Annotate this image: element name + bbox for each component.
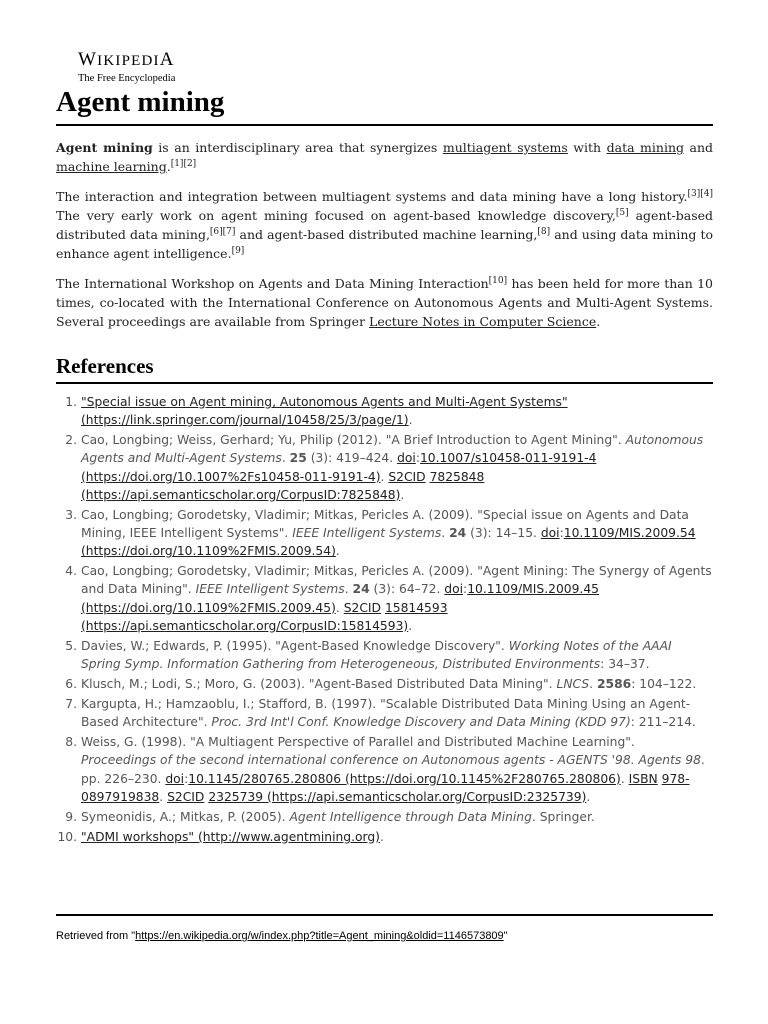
intro-paragraph [56,138,713,176]
link-multiagent-systems[interactable]: multiagent systems [442,140,568,155]
text: : 104–122. [631,677,697,692]
text: The interaction and integration between multiagent systems and data mining have a long history. [56,189,688,204]
text: has been held for more than 10 times, co-located with the International Conference on Autonomous Agents and Multi-Agent Systems. Several proceedings are available from Springer [56,276,714,329]
text: . [335,544,340,559]
volume: 24 [449,526,467,541]
citation-6[interactable]: [6] [209,226,223,237]
reference-item [65,675,713,693]
text: (3): 64–72. [369,582,445,597]
text: . [344,582,353,597]
wikipedia-logo[interactable] [78,50,175,85]
reference-item [65,695,713,731]
text: and using data mining to enhance agent intelligence. [56,227,714,261]
retrieved-from [56,930,508,942]
text: . [281,451,290,466]
volume: 24 [352,582,370,597]
text: Symeonidis, A.; Mitkas, P. (2005). [81,809,290,824]
doi-value-link[interactable]: 10.1007/s10458-011-9191-4 (https://doi.org/10.1007%2Fs10458-011-9191-4) [81,451,597,484]
text: . pp. 226–230. [81,753,705,786]
text: and [684,140,714,155]
text: " [503,930,508,942]
text: with [567,140,607,155]
reference-item [65,506,713,561]
ref-number: 10. [57,829,77,844]
text: Cao, Longbing; Gorodetsky, Vladimir; Mitkas, Pericles A. (2009). "Special issue on Agents and Data Mining, IEEE Intelligent Systems". [81,507,689,541]
link-machine-learning[interactable]: machine learning [56,159,167,174]
text: . [589,677,597,692]
doi-link[interactable]: doi [165,771,185,786]
citation-9[interactable]: [9] [231,245,245,256]
text: . [586,789,591,804]
ref-number: 7. [65,697,77,712]
subject-bold: Agent mining [56,140,153,155]
text: is an interdisciplinary area that synergizes [152,140,443,155]
text: . [166,159,171,174]
ref-number: 8. [65,735,77,750]
reference-item [57,828,713,846]
workshop-paragraph [56,274,713,331]
link-data-mining[interactable]: data mining [606,140,685,155]
text: : [184,771,189,786]
ref-number: 4. [65,564,77,579]
text: Klusch, M.; Lodi, S.; Moro, G. (2003). "Agent-Based Distributed Data Mining". [81,677,557,692]
reference-item [65,393,713,429]
s2cid-link[interactable]: S2CID [343,600,382,615]
text: : 211–214. [630,715,696,730]
text: agent-based distributed data mining, [56,208,714,242]
reference-item [65,733,713,806]
text: . [400,487,405,502]
text: . [380,469,389,484]
isbn-value-link[interactable]: 978-0897919838 [81,771,690,804]
text: : [559,526,564,541]
doi-value-link[interactable]: 10.1109/MIS.2009.54 (https://doi.org/10.1109%2FMIS.2009.54) [81,526,696,559]
logo-tagline: The Free Encyclopedia [78,73,176,84]
logo-wordmark: WIKIPEDIA [78,49,175,70]
reference-item [65,431,713,504]
doi-link[interactable]: doi [397,451,416,466]
ref-number: 6. [65,677,77,692]
text: . [379,829,384,844]
journal-title: IEEE Intelligent Systems [292,526,442,541]
references-divider [56,382,713,384]
s2cid-value-link[interactable]: 15814593 (https://api.semanticscholar.org/CorpusID:15814593) [81,600,448,633]
volume: 2586 [596,677,632,692]
text: . [620,771,629,786]
text: . [159,789,168,804]
journal-title: Working Notes of the AAAI Spring Symp. Information Gathering from Heterogeneous, Distributed Environments [81,638,672,672]
journal-title: LNCS [556,677,590,692]
text: : 34–37. [600,657,650,672]
text: Cao, Longbing; Gorodetsky, Vladimir; Mitkas, Pericles A. (2009). "Agent Mining: The Synergy of Agents and Data Mining". [81,564,712,597]
ref-link[interactable]: "ADMI workshops" (http://www.agentmining.org) [81,829,380,844]
doi-link[interactable]: doi [540,526,560,541]
text: Davies, W.; Edwards, P. (1995). "Agent-Based Knowledge Discovery". [81,638,509,653]
references-list [56,393,713,848]
s2cid-link[interactable]: S2CID [388,469,426,484]
text: Cao, Longbing; Weiss, Gerhard; Yu, Philip (2012). "A Brief Introduction to Agent Mining". [81,433,626,448]
history-paragraph [56,187,713,263]
journal-title: IEEE Intelligent Systems [195,582,345,597]
text: : [415,451,420,466]
book-title: Agent Intelligence through Data Mining [289,809,532,824]
journal-title: Autonomous Agents and Multi-Agent Systems [81,433,704,466]
citation-3[interactable]: [3] [687,188,701,199]
ref-number: 9. [65,809,77,824]
reference-item [65,562,713,635]
references-heading: References [56,354,154,378]
s2cid-value-link[interactable]: 2325739 (https://api.semanticscholar.org/CorpusID:2325739) [208,789,587,804]
s2cid-link[interactable]: S2CID [167,789,205,804]
ref-number: 5. [65,638,77,653]
text: and agent-based distributed machine learning, [235,227,538,242]
citation-2[interactable]: [2] [183,158,197,169]
text: . [441,526,450,541]
citation-4[interactable]: [4] [700,188,713,199]
citation-5[interactable]: [5] [615,207,629,218]
text: (3): 14–15. [466,526,541,541]
citation-1[interactable]: [1] [170,158,184,169]
permanent-link[interactable]: https://en.wikipedia.org/w/index.php?title=Agent_mining&oldid=1146573809 [135,930,504,942]
text: The very early work on agent mining focused on agent-based knowledge discovery, [56,208,616,223]
citation-10[interactable]: [10] [488,275,508,286]
doi-value-link[interactable]: 10.1145/280765.280806 (https://doi.org/10.1145%2F280765.280806) [188,771,621,786]
ref-number: 1. [65,395,77,409]
title-divider [56,124,713,126]
volume: 25 [289,451,307,466]
text: (3): 419–424. [306,451,398,466]
article-body [56,138,713,342]
text: . [408,618,413,633]
footer-divider [56,914,713,916]
reference-item [65,637,713,673]
page-title: Agent mining [56,86,225,118]
text: . Springer. [531,809,595,824]
ref-link[interactable]: "Special issue on Agent mining, Autonomous Agents and Multi-Agent Systems" (https://link.springer.com/journal/10458/25/3/page/1) [81,395,568,428]
text: Weiss, G. (1998). "A Multiagent Perspective of Parallel and Distributed Machine Learning". [81,735,635,750]
ref-number: 2. [65,433,77,448]
text: : [463,582,468,597]
ref-number: 3. [65,507,77,522]
text: . [335,600,344,615]
text: The International Workshop on Agents and Data Mining Interaction [56,276,489,291]
s2cid-value-link[interactable]: 7825848 (https://api.semanticscholar.org/CorpusID:7825848) [81,469,485,502]
journal-title: Proc. 3rd Int'l Conf. Knowledge Discovery and Data Mining (KDD 97) [211,715,631,730]
text: Kargupta, H.; Hamzaoblu, I.; Stafford, B. (1997). "Scalable Distributed Data Mining Using an Agent-Based Architecture". [81,697,691,730]
isbn-link[interactable]: ISBN [628,771,658,786]
journal-title: Proceedings of the second international conference on Autonomous agents - AGENTS '98. Agents 98 [81,753,701,768]
text: Retrieved from " [56,930,136,942]
doi-link[interactable]: doi [444,582,464,597]
citation-7[interactable]: [7] [222,226,236,237]
link-lecture-notes[interactable]: Lecture Notes in Computer Science [369,314,597,329]
doi-value-link[interactable]: 10.1109/MIS.2009.45 (https://doi.org/10.1109%2FMIS.2009.45) [81,582,599,615]
citation-8[interactable]: [8] [537,226,551,237]
text: . [408,413,413,428]
reference-item [65,808,713,826]
text: . [596,314,601,329]
